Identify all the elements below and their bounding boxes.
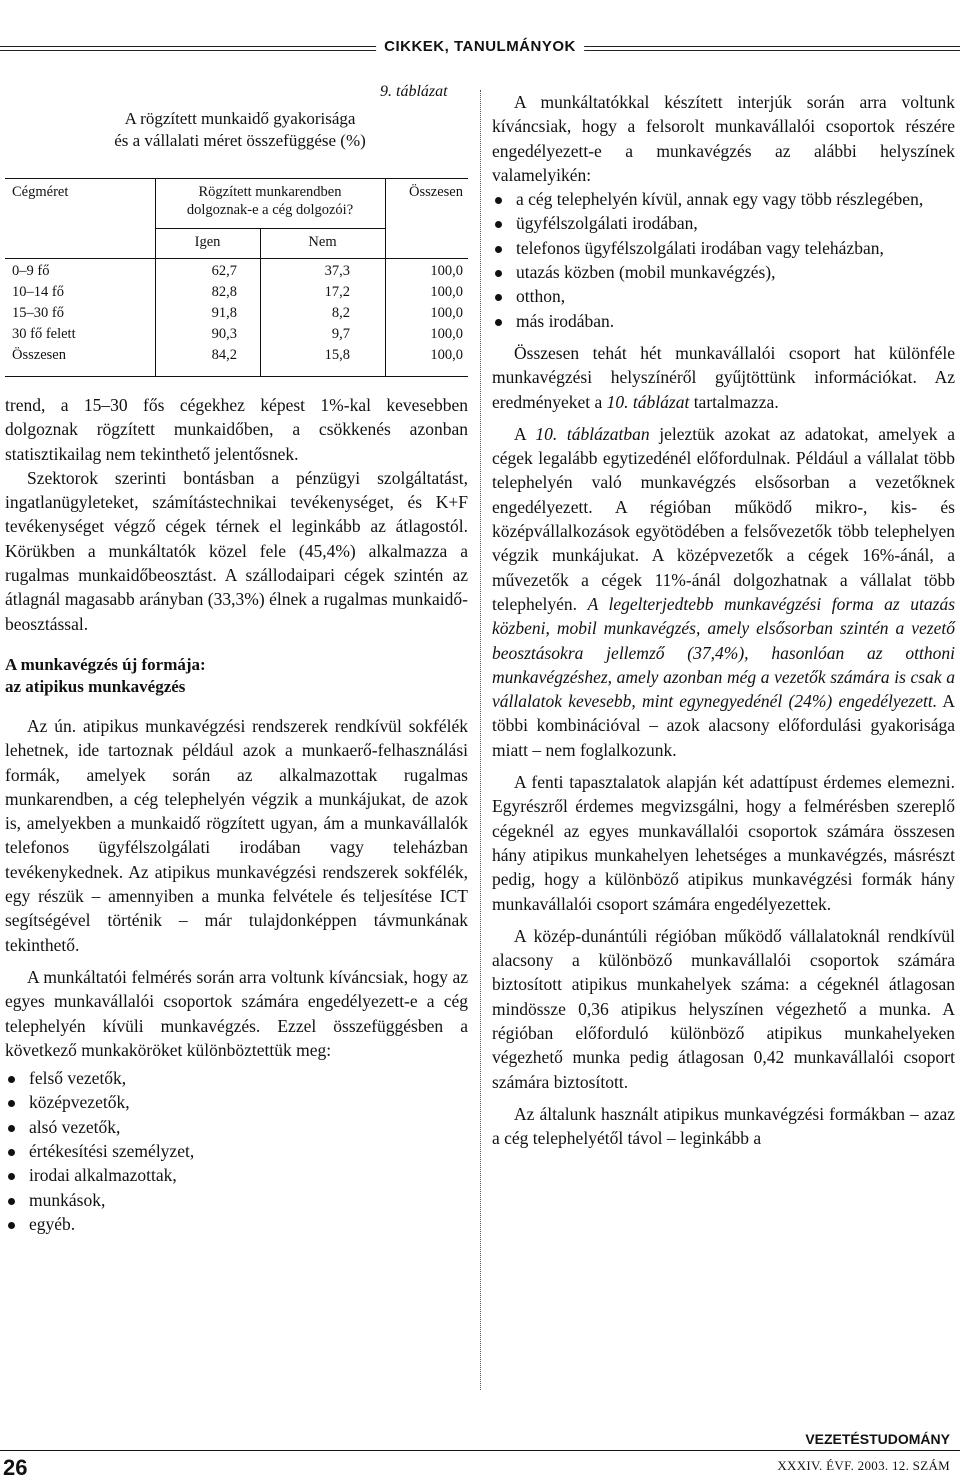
list-item-text: telefonos ügyfélszolgálati irodában vagy teleházban, [516, 237, 884, 258]
list-item [5, 1139, 468, 1163]
page-number: 26 [3, 1455, 28, 1480]
text-run: jeleztük azokat az adatokat, amelyek a cégek legalább egytizedénél előfordulnak. Például a vállalat több telephelyén való munkavégzés elsősorban a vezetőknek engedélyezett. A régióban működő mikro-, kis- és középvállalkozások egyötödében a felsővezetők több telephelyen végzik munkájukat. A középvezetők a cégek 16%-ánál, a művezetők a cégek 11%-ánál dolgozhatnak a vállalat több telephelyén. [492, 423, 955, 614]
table-header-group: Rögzített munkarendben [198, 184, 342, 200]
bullet-icon [8, 1149, 15, 1156]
table-cell-yes: 82,8 [211, 284, 237, 300]
text-run: tartalmazza. [689, 391, 779, 412]
bullet-list [5, 1066, 468, 1236]
bullet-icon [8, 1125, 15, 1132]
table-caption-line: és a vállalati méret összefüggése (%) [114, 131, 366, 150]
list-item [5, 1115, 468, 1139]
table-rule-sub [155, 228, 385, 229]
text-run: A [514, 423, 536, 444]
table-reference: 10. táblázat [606, 391, 690, 412]
paragraph: A közép-dunántúli régióban működő vállalatoknál rendkívül alacsony a különböző munkavállalói csoportok számára biztosított atipikus munkahelyek száma: a cégeknél átlagosan mindössze 0,36 atipikus helyszínen végezhető a munka. A régióban előforduló különböző atipikus munkahelyeken végezhető munka pedig átlagosan 0,42 munkavállalói csoport számára biztosított. [492, 925, 955, 1092]
list-item-text: utazás közben (mobil munkavégzés), [516, 262, 776, 283]
table-cell-total: 100,0 [430, 263, 463, 279]
bullet-icon [8, 1173, 15, 1180]
table-rule-bottom [5, 376, 468, 377]
issue-info: XXXIV. ÉVF. 2003. 12. SZÁM [777, 1458, 950, 1473]
table-cell-size: 10–14 fő [12, 284, 64, 300]
bullet-icon [495, 221, 502, 228]
table-header-total: Összesen [409, 184, 463, 200]
paragraph [492, 422, 955, 762]
table-label: 9. táblázat [380, 83, 448, 100]
paragraph: Az ún. atipikus munkavégzési rendszerek rendkívül sokfélék lehetnek, ide tartoznak például azok a munkaerő-felhasználási formák, amelyek során az alkalmazottak rugalmas munkarendben, a cég telephelyén végzik a munkájukat, de azok is, amelyekben a munkaidő rögzített ugyan, ám a munkavállalók telefonos ügyfélszolgálati irodában vagy teleházban tevékenykednek. Az atipikus munkavégzési rendszerek sokfélék, egy részük – amennyiben a munka felvétele és teljesítése ICT segítségével történik – már tulajdonképpen távmunkának tekinthető. [5, 715, 468, 955]
bullet-icon [495, 246, 502, 253]
table-cell-size: Összesen [12, 347, 66, 363]
table-header-size: Cégméret [12, 184, 69, 200]
list-item [492, 309, 955, 333]
paragraph: trend, a 15–30 fős cégekhez képest 1%-kal kevesebben dolgoznak rögzített munkaidőben, a csökkenés azonban statisztikailag nem tekinthető jelentősnek. [5, 395, 468, 464]
table-caption-line: A rögzített munkaidő gyakorisága [124, 109, 356, 128]
paragraph: A munkáltatói felmérés során arra voltunk kíváncsiak, hogy az egyes munkavállalói csoportok számára engedélyezett-e a cég telephelyén kívüli munkavégzés. Ezzel összefüggésben a következő munkaköröket különböztettük meg: [5, 966, 468, 1060]
table-cell-yes: 62,7 [211, 263, 237, 279]
list-item-text: otthon, [516, 286, 566, 307]
table-cell-no: 37,3 [324, 263, 350, 279]
table-cell-size: 0–9 fő [12, 263, 50, 279]
table-header-group: dolgoznak-e a cég dolgozói? [186, 202, 354, 218]
list-item [5, 1212, 468, 1236]
table-cell-no: 17,2 [324, 284, 350, 300]
text-run: A többi kombinációval – azok alacsony előfordulási gyakorisága miatt – nem foglalkozunk. [492, 691, 955, 760]
bullet-icon [495, 294, 502, 301]
table-cell-no: 9,7 [331, 326, 350, 342]
paragraph: Szektorok szerinti bontásban a pénzügyi szolgáltatást, ingatlanügyleteket, számítástechnikai tevékenységet, és K+F tevékenységet végző cégek térnek el leginkább az átlagostól. Körükben a munkáltatók közel fele (45,4%) alkalmazza a rugalmas munkaidőbeosztást. A szállodaipari cégek szintén az átlagnál magasabb arányban (33,3%) élnek a rugalmas munkaidő-beosztással. [5, 467, 468, 634]
footer-rule [0, 1450, 960, 1451]
paragraph [492, 341, 955, 414]
bullet-icon [8, 1222, 15, 1229]
column-divider [480, 90, 481, 1390]
journal-name: VEZETÉSTUDOMÁNY [805, 1431, 950, 1447]
section-heading: A munkavégzés új formája: [5, 654, 206, 674]
list-item [492, 284, 955, 308]
table-cell-yes: 91,8 [211, 305, 237, 321]
emphasis-text: A legelterjedtebb munkavégzési forma az utazás közbeni, mobil munkavégzés, amely elsősorban szintén a vezető beosztásokra jellemző (37,4%), hasonlóan az otthoni munkavégzéshez, amely azonban még a vezetők számára is csak a vállalatok kevesebb, mint egynegyedénél (24%) engedélyezett. [492, 593, 956, 712]
table-header-yes: Igen [194, 234, 221, 250]
list-item-text: középvezetők, [29, 1092, 130, 1113]
table-reference: 10. táblázatban [535, 423, 650, 444]
list-item [5, 1188, 468, 1212]
paragraph: Az általunk használt atipikus munkavégzési formákban – azaz a cég telephelyétől távol – leginkább a [492, 1103, 955, 1149]
bullet-icon [495, 319, 502, 326]
table-cell-total: 100,0 [430, 305, 463, 321]
list-item-text: a cég telephelyén kívül, annak egy vagy több részlegében, [516, 189, 924, 210]
bullet-icon [8, 1198, 15, 1205]
list-item-text: egyéb. [29, 1213, 76, 1234]
section-heading: az atipikus munkavégzés [5, 676, 186, 696]
list-item [492, 211, 955, 235]
list-item-text: alsó vezetők, [29, 1116, 121, 1137]
table-caption [80, 108, 400, 152]
table-rule-top [5, 178, 468, 179]
bullet-icon [8, 1100, 15, 1107]
list-item [492, 260, 955, 284]
bullet-icon [495, 197, 502, 204]
list-item [492, 236, 955, 260]
table-cell-size: 30 fő felett [12, 326, 76, 342]
list-item [5, 1163, 468, 1187]
table-rule-mid [5, 258, 468, 259]
right-column [492, 90, 955, 1150]
table-cell-total: 100,0 [430, 326, 463, 342]
list-item [492, 187, 955, 211]
table-cell-yes: 84,2 [211, 347, 237, 363]
list-item-text: értékesítési személyzet, [29, 1141, 195, 1162]
bullet-icon [495, 270, 502, 277]
table-cell-yes: 90,3 [211, 326, 237, 342]
paragraph: A munkáltatókkal készített interjúk során arra voltunk kíváncsiak, hogy a felsorolt munkavállalói csoportok részére engedélyezett-e a munkavégzés az alábbi helyszínek valamelyikén: [492, 92, 955, 185]
table-cell-no: 8,2 [331, 305, 350, 321]
table-cell-size: 15–30 fő [12, 305, 64, 321]
section-title: CIKKEK, TANULMÁNYOK [376, 38, 584, 55]
table-header-no: Nem [308, 234, 337, 250]
list-item-text: felső vezetők, [29, 1068, 127, 1089]
list-item-text: ügyfélszolgálati irodában, [516, 213, 698, 234]
list-item-text: irodai alkalmazottak, [29, 1165, 177, 1186]
bullet-icon [8, 1076, 15, 1083]
table-cell-total: 100,0 [430, 284, 463, 300]
list-item [5, 1090, 468, 1114]
list-item [5, 1066, 468, 1090]
list-item-text: munkások, [29, 1189, 106, 1210]
running-header [0, 38, 960, 58]
table-cell-no: 15,8 [324, 347, 350, 363]
text-run: Összesen tehát hét munkavállalói csoport hat különféle munkavégzési helyszínéről gyűjtöttünk információkat. Az eredményeket a [492, 342, 955, 412]
left-column [5, 393, 468, 1236]
paragraph: A fenti tapasztalatok alapján két adattípust érdemes elemezni. Egyrészről érdemes megvizsgálni, hogy a felmérésben szereplő cégeknél az egyes munkavállalói csoportok számára összesen hány atipikus munkahelyen lehetséges a munkavégzés, másrészt pedig, hogy a különböző atipikus munkavégzési formák hány munkavállalói csoport számára engedélyezettek. [492, 772, 955, 914]
list-item-text: más irodában. [516, 310, 615, 331]
bullet-list [492, 187, 955, 333]
table-cell-total: 100,0 [430, 347, 463, 363]
